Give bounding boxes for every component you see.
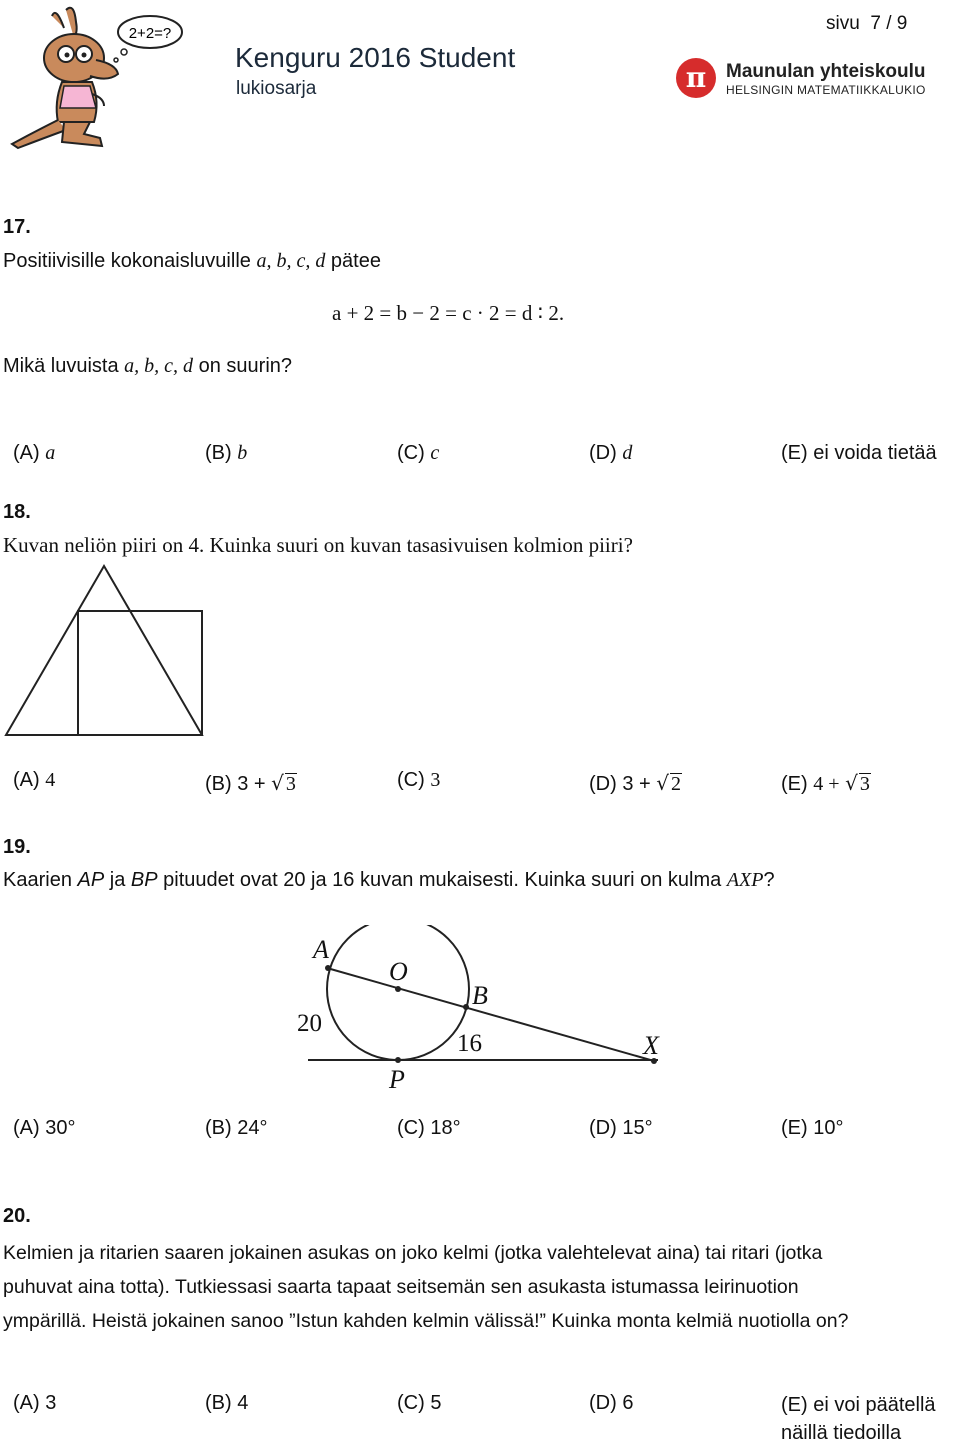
page-subtitle: lukiosarja	[236, 78, 317, 99]
choice-d[interactable]: (D) 3 + √ 2	[589, 771, 681, 795]
question-number: 20.	[3, 1205, 31, 1227]
question-intro: Positiivisille kokonaisluvuille a, b, c, d pätee	[3, 250, 381, 272]
choice-c[interactable]: (C) 5	[397, 1392, 442, 1414]
question-text: Kaarien AP ja BP pituudet ovat 20 ja 16 kuvan mukaisesti. Kuinka suuri on kulma AXP?	[3, 869, 775, 891]
choice-b[interactable]: (B) 4	[205, 1392, 249, 1414]
label-p: P	[389, 1065, 405, 1094]
choice-a[interactable]: (A) 30°	[13, 1117, 76, 1139]
question-number: 19.	[3, 836, 31, 858]
choice-e[interactable]: (E) ei voi päätellä näillä tiedoilla	[781, 1394, 936, 1444]
arc-length-bp: 16	[457, 1030, 482, 1057]
label-x: X	[643, 1031, 659, 1060]
radical-icon: √	[271, 771, 284, 795]
mascot-bubble-text: 2+2=?	[128, 25, 172, 42]
circle	[327, 925, 469, 1060]
secant-line	[327, 968, 654, 1061]
equation: a + 2 = b − 2 = c · 2 = d ∶ 2.	[332, 301, 565, 325]
label-b: B	[472, 981, 488, 1010]
kangaroo-mascot-icon	[4, 2, 194, 152]
choice-b[interactable]: (B) b	[205, 442, 248, 464]
choice-e[interactable]: (E) ei voida tietää	[781, 442, 937, 464]
label-a: A	[313, 935, 329, 964]
page-title: Kenguru 2016 Student	[235, 42, 516, 73]
school-subtitle: HELSINGIN MATEMATIIKKALUKIO	[726, 83, 926, 97]
question-text: Mikä luvuista a, b, c, d on suurin?	[3, 355, 293, 377]
choice-a[interactable]: (A) 3	[13, 1392, 57, 1414]
page-number: sivu 7 / 9	[826, 13, 908, 34]
choice-c[interactable]: (C) 3	[397, 769, 441, 791]
school-name: Maunulan yhteiskoulu	[726, 61, 926, 82]
question-number: 18.	[3, 501, 31, 523]
school-logo-icon: π	[676, 58, 716, 98]
square-triangle-figure	[0, 560, 220, 740]
choice-d[interactable]: (D) 6	[589, 1392, 634, 1414]
choice-c[interactable]: (C) c	[397, 442, 440, 464]
choice-d[interactable]: (D) 15°	[589, 1117, 653, 1139]
circle-tangent-figure	[290, 925, 680, 1095]
choice-d[interactable]: (D) d	[589, 442, 633, 464]
equilateral-triangle	[6, 566, 202, 735]
label-o: O	[389, 957, 408, 986]
choice-b[interactable]: (B) 3 + √ 3	[205, 771, 296, 795]
choice-e[interactable]: (E) 4 + √ 3	[781, 771, 870, 795]
choice-a[interactable]: (A) 4	[13, 769, 56, 791]
choice-b[interactable]: (B) 24°	[205, 1117, 268, 1139]
choice-c[interactable]: (C) 18°	[397, 1117, 461, 1139]
arc-length-ap: 20	[297, 1010, 322, 1037]
question-number: 17.	[3, 216, 31, 238]
choice-a[interactable]: (A) a	[13, 442, 56, 464]
question-text: Kuvan neliön piiri on 4. Kuinka suuri on kuvan tasasivuisen kolmion piiri?	[3, 533, 633, 557]
radical-icon: √	[845, 771, 858, 795]
choice-e[interactable]: (E) 10°	[781, 1117, 844, 1139]
radical-icon: √	[656, 771, 669, 795]
question-text: Kelmien ja ritarien saaren jokainen asukas on joko kelmi (jotka valehtelevat aina) tai ritari (jotka puhuvat aina totta). Tutkiessasi saarta tapaat seitsemän sen asukasta istumassa leirinuotion ympärillä. Heistä jokainen sanoo ”Istun kahden kelmin välissä!” Kuinka monta kelmiä nuotiolla on?	[3, 1242, 849, 1332]
